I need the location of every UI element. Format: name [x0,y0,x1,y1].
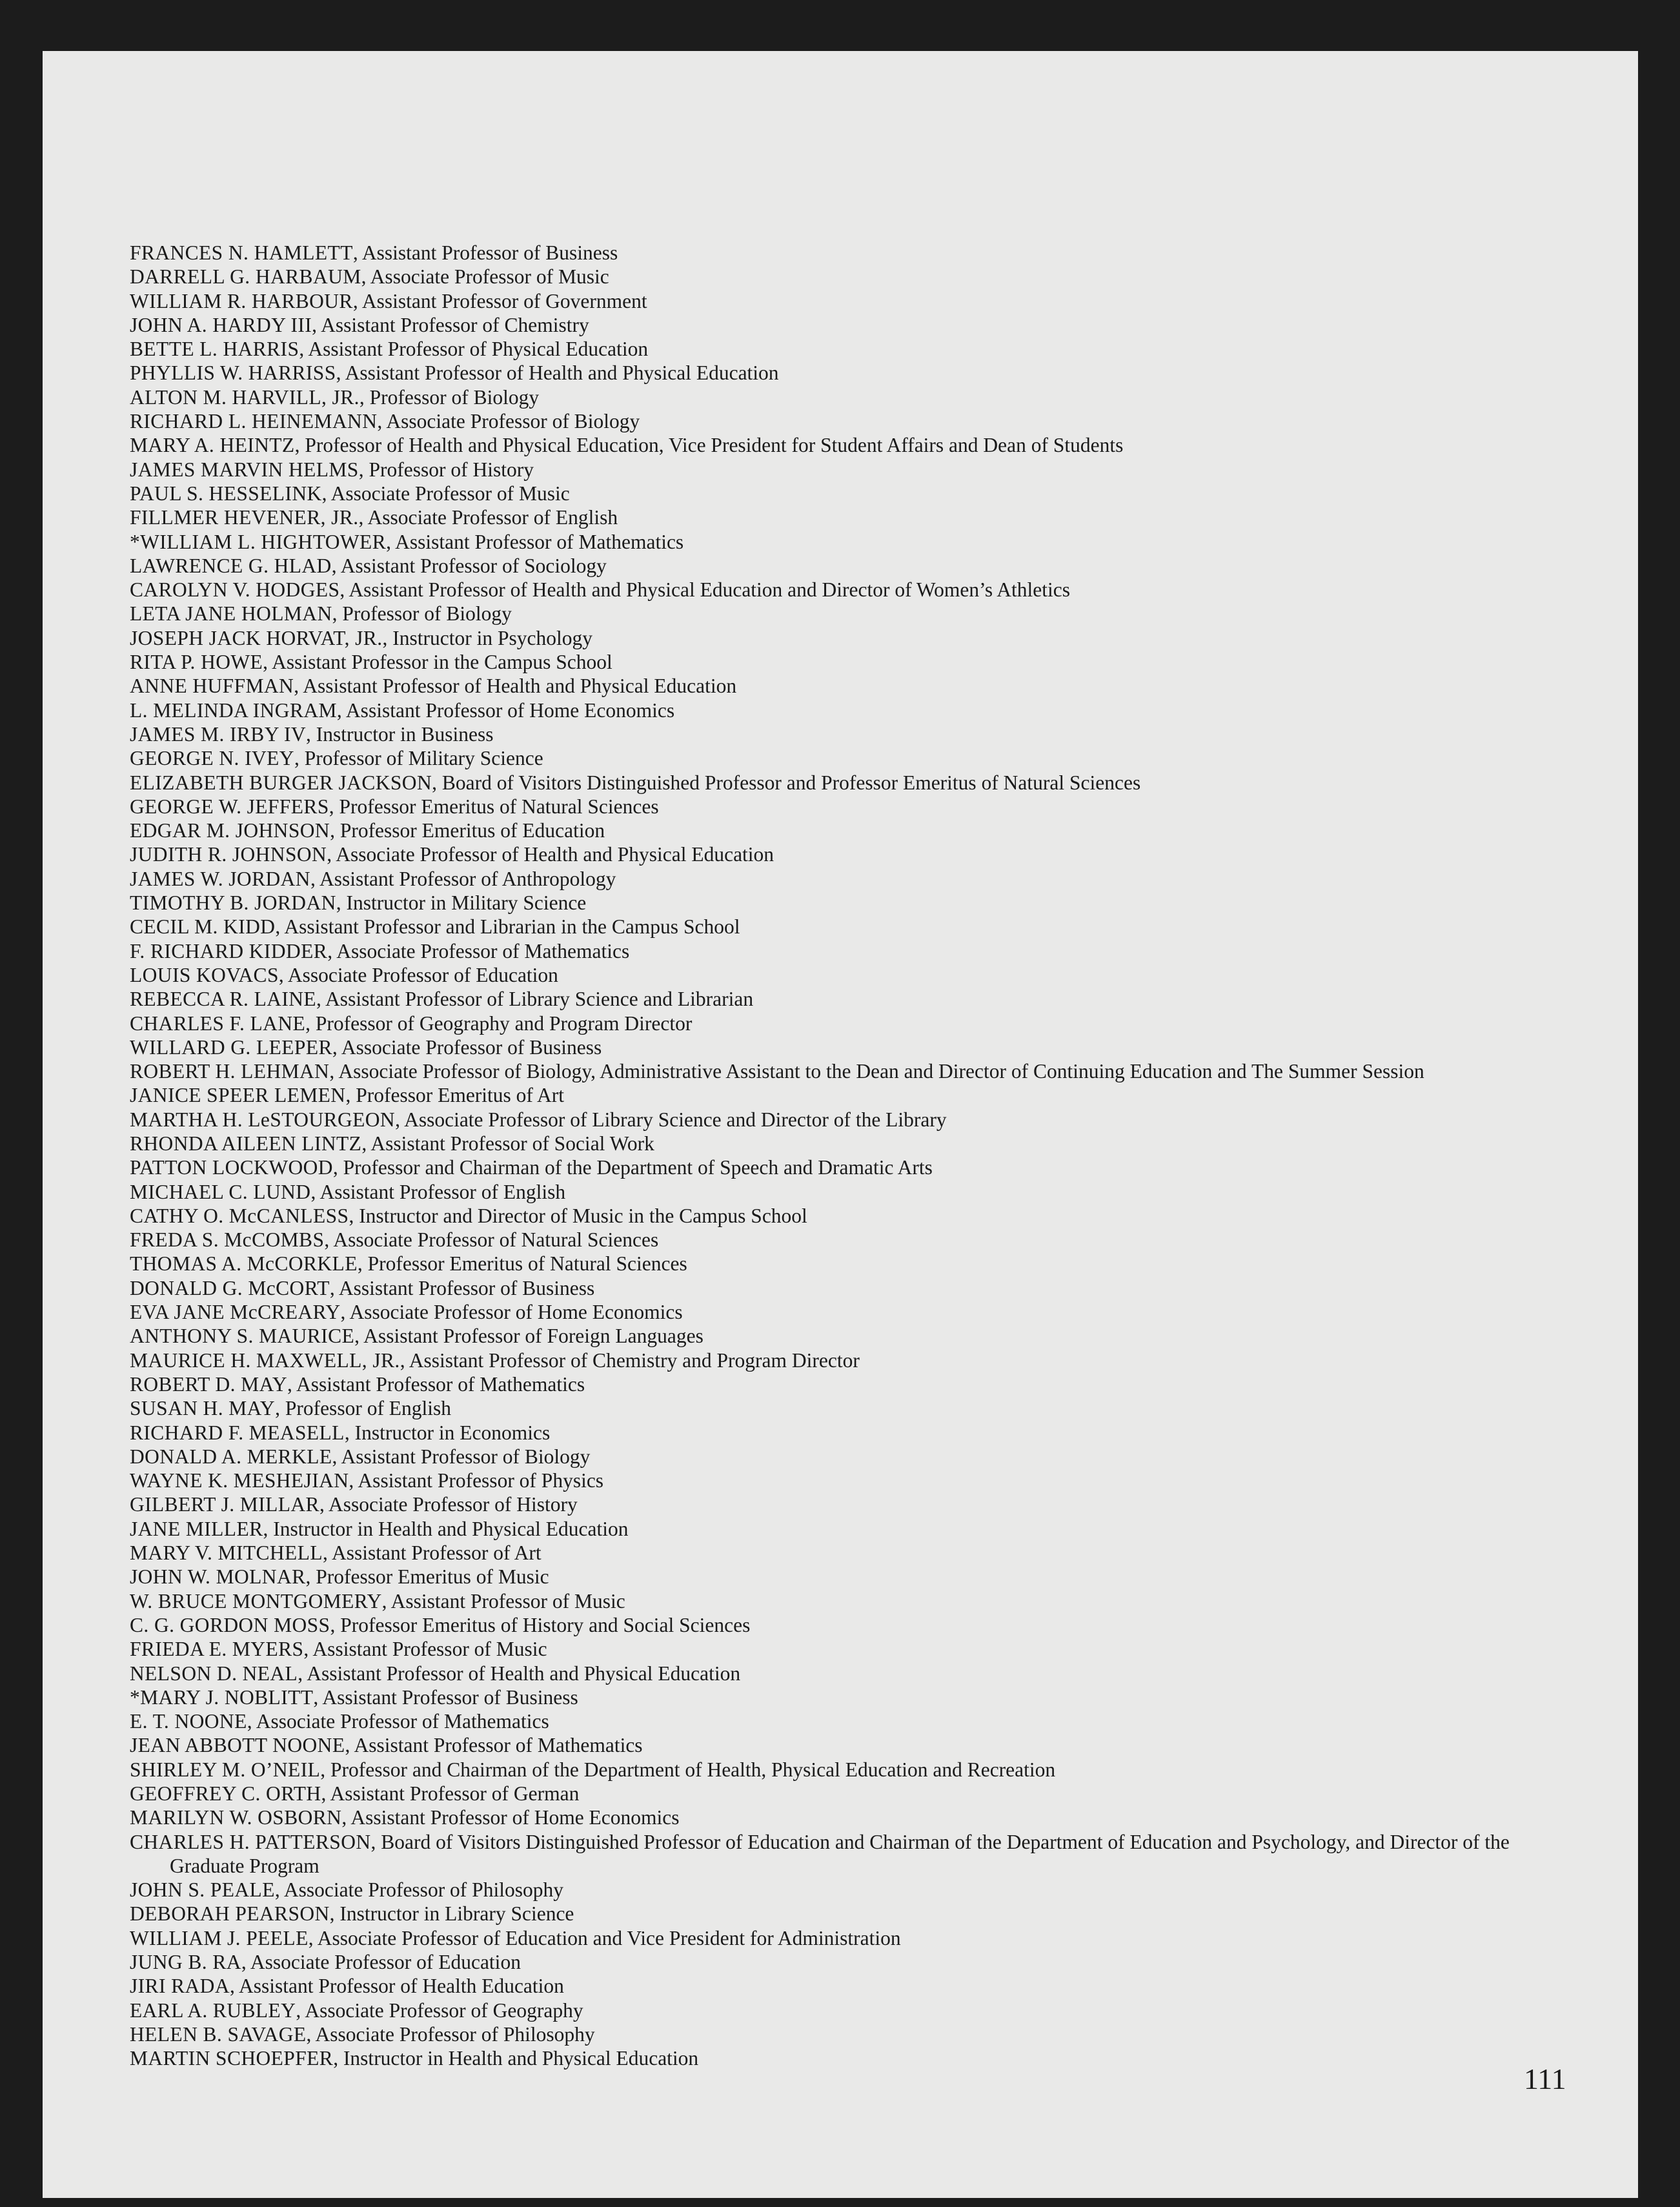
faculty-name: JOHN A. HARDY III [130,313,312,336]
faculty-entry [130,1613,1588,1637]
faculty-entry [130,578,1588,602]
faculty-name: MAURICE H. MAXWELL, JR. [130,1348,400,1372]
faculty-title: , Assistant Professor of Art [322,1541,541,1565]
faculty-name: GEOFFREY C. ORTH [130,1782,321,1805]
faculty-title: , Associate Professor of Geography [296,1999,583,2022]
faculty-entry [130,746,1588,770]
faculty-title: , Professor of Geography and Program Director [305,1012,693,1035]
faculty-name: RICHARD L. HEINEMANN [130,410,378,433]
faculty-title: , Instructor in Library Science [329,1902,574,1926]
faculty-title: , Associate Professor of Music [321,482,570,505]
faculty-entry [130,2022,1588,2046]
faculty-name: GILBERT J. MILLAR [130,1493,319,1516]
faculty-entry [130,795,1588,819]
faculty-name: RHONDA AILEEN LINTZ [130,1132,362,1155]
faculty-title: , Assistant Professor of German [321,1782,580,1805]
faculty-entry [130,1300,1588,1324]
faculty-name: RITA P. HOWE [130,651,263,674]
faculty-entry [130,505,1588,529]
faculty-name: CHARLES F. LANE [130,1012,306,1035]
faculty-title: , Assistant Professor of English [310,1180,566,1203]
faculty-entry [130,1132,1588,1155]
faculty-entry [130,1012,1588,1035]
faculty-title: , Assistant Professor of Physical Education [299,338,649,361]
faculty-title: , Associate Professor of History [319,1493,578,1516]
faculty-name: LETA JANE HOLMAN [130,602,332,625]
faculty-title: , Professor of Health and Physical Education, Vice President for Student Affairs and Dean of Students [294,434,1124,457]
faculty-entry [130,1589,1588,1613]
faculty-title: , Professor Emeritus of Education [330,819,605,842]
faculty-name: HELEN B. SAVAGE [130,2022,307,2046]
faculty-name: GEORGE W. JEFFERS [130,795,329,818]
faculty-title: , Assistant Professor of Mathematics [386,530,684,553]
faculty-entry [130,915,1588,939]
faculty-name: ANTHONY S. MAURICE [130,1325,355,1348]
faculty-title: , Assistant Professor of Home Economics [336,698,675,722]
faculty-entry [130,1324,1588,1348]
faculty-entry [130,433,1588,457]
faculty-list [130,241,1588,2071]
faculty-name: ELIZABETH BURGER JACKSON [130,771,432,794]
faculty-title: , Assistant Professor of Health Education [229,1975,564,1998]
faculty-entry [130,1445,1588,1469]
faculty-entry [130,1878,1588,1902]
faculty-name: FREDA S. McCOMBS [130,1228,325,1252]
faculty-title: , Associate Professor of Library Science and Director of the Library [395,1108,947,1131]
faculty-name: EVA JANE McCREARY [130,1301,341,1324]
faculty-entry [130,313,1588,337]
faculty-title: , Assistant Professor of Business [313,1685,578,1709]
faculty-entry [130,1492,1588,1516]
faculty-name: *MARY J. NOBLITT [130,1685,314,1709]
faculty-title: , Associate Professor of Home Economics [340,1301,683,1324]
faculty-entry [130,987,1588,1011]
faculty-name: *WILLIAM L. HIGHTOWER [130,530,387,553]
faculty-entry [130,1830,1588,1878]
faculty-name: EARL A. RUBLEY [130,1999,296,2022]
faculty-title: , Associate Professor of Mathematics [247,1710,549,1733]
faculty-name: THOMAS A. McCORKLE [130,1252,358,1276]
faculty-title: , Assistant Professor of Business [329,1276,595,1299]
faculty-title: , Instructor in Business [306,722,494,746]
faculty-title: , Assistant Professor of Music [381,1589,625,1612]
faculty-name: ALTON M. HARVILL, JR. [130,385,359,409]
faculty-name: WILLARD G. LEEPER [130,1035,332,1059]
faculty-name: LOUIS KOVACS [130,963,279,986]
faculty-entry [130,1252,1588,1276]
faculty-title: , Associate Professor of Education and Vice President for Administration [308,1926,901,1949]
faculty-name: RICHARD F. MEASELL [130,1421,345,1444]
faculty-entry [130,482,1588,505]
faculty-title: , Assistant Professor of Chemistry and Program Director [400,1348,860,1372]
faculty-entry [130,1902,1588,1926]
faculty-entry [130,1782,1588,1805]
faculty-title: , Associate Professor of English [358,506,618,529]
faculty-entry [130,1204,1588,1228]
faculty-title: , Professor Emeritus of Music [305,1565,549,1589]
faculty-name: E. T. NOONE [130,1710,247,1733]
faculty-title: , Assistant Professor of Home Economics [341,1806,680,1829]
faculty-entry [130,1974,1588,1998]
faculty-name: JOSEPH JACK HORVAT, JR. [130,626,383,649]
faculty-entry [130,554,1588,578]
faculty-name: PATTON LOCKWOOD [130,1156,333,1179]
faculty-title: , Associate Professor of Music [361,265,609,289]
faculty-name: CATHY O. McCANLESS [130,1204,349,1227]
faculty-title: , Professor Emeritus of Natural Sciences [329,795,659,818]
faculty-name: DARRELL G. HARBAUM [130,265,361,289]
faculty-entry [130,1083,1588,1107]
faculty-title: , Professor of History [358,458,534,481]
faculty-title: , Board of Visitors Distinguished Professor of Education and Chairman of the Department of Education and Psychology, and Director of the Graduate Program [170,1830,1510,1877]
faculty-title: , Associate Professor of Philosophy [274,1878,563,1902]
faculty-entry [130,1950,1588,1974]
faculty-entry [130,1372,1588,1396]
faculty-name: L. MELINDA INGRAM [130,698,337,722]
faculty-title: , Professor and Chairman of the Department of Health, Physical Education and Recreation [320,1758,1056,1781]
faculty-entry [130,1733,1588,1757]
faculty-entry [130,1541,1588,1565]
document-page [43,51,1638,2198]
faculty-entry [130,1469,1588,1492]
faculty-title: , Assistant Professor of Mathematics [287,1372,585,1396]
faculty-entry [130,867,1588,891]
faculty-title: , Professor of Biology [332,602,512,625]
faculty-title: , Associate Professor of Education [241,1951,521,1974]
faculty-title: , Professor Emeritus of Natural Sciences [357,1252,687,1276]
faculty-name: ROBERT D. MAY [130,1372,287,1396]
faculty-name: WILLIAM J. PEELE [130,1926,309,1949]
faculty-entry [130,289,1588,313]
faculty-entry [130,1276,1588,1300]
faculty-title: , Associate Professor of Philosophy [306,2022,595,2046]
faculty-name: CAROLYN V. HODGES [130,578,340,602]
faculty-entry [130,1035,1588,1059]
faculty-title: , Board of Visitors Distinguished Professor and Professor Emeritus of Natural Sciences [432,771,1141,794]
faculty-title: , Associate Professor of Biology, Administrative Assistant to the Dean and Director of Continuing Education and The Summer Session [329,1060,1424,1083]
faculty-title: , Associate Professor of Business [332,1035,602,1059]
faculty-name: EDGAR M. JOHNSON [130,819,330,842]
faculty-name: NELSON D. NEAL [130,1662,298,1685]
faculty-name: WAYNE K. MESHEJIAN [130,1469,349,1492]
faculty-title: , Instructor in Military Science [336,891,587,915]
faculty-entry [130,1637,1588,1661]
faculty-entry [130,1805,1588,1829]
faculty-title: , Associate Professor of Biology [377,410,640,433]
faculty-entry [130,819,1588,842]
faculty-name: ANNE HUFFMAN [130,675,294,698]
faculty-name: C. G. GORDON MOSS [130,1613,330,1636]
faculty-name: W. BRUCE MONTGOMERY [130,1589,382,1612]
faculty-entry [130,1565,1588,1589]
faculty-entry [130,1999,1588,2022]
faculty-entry [130,1228,1588,1252]
faculty-entry [130,1709,1588,1733]
faculty-name: LAWRENCE G. HLAD [130,554,332,577]
faculty-title: , Associate Professor of Health and Physical Education [327,843,774,866]
faculty-entry [130,1059,1588,1083]
faculty-name: MARY A. HEINTZ [130,434,295,457]
faculty-entry [130,842,1588,866]
faculty-name: SHIRLEY M. O’NEIL [130,1758,321,1781]
faculty-name: JOHN W. MOLNAR [130,1565,306,1589]
faculty-entry [130,722,1588,746]
faculty-entry [130,674,1588,698]
faculty-name: JIRI RADA [130,1975,230,1998]
faculty-entry [130,409,1588,433]
faculty-title: , Assistant Professor of Social Work [361,1132,654,1155]
faculty-name: WILLIAM R. HARBOUR [130,289,353,312]
faculty-entry [130,241,1588,265]
faculty-name: PHYLLIS W. HARRISS [130,361,336,385]
faculty-title: , Professor of Biology [359,385,540,409]
faculty-title: , Assistant Professor of Health and Physical Education [298,1662,741,1685]
faculty-name: FILLMER HEVENER, JR. [130,506,359,529]
faculty-name: FRANCES N. HAMLETT [130,241,353,264]
faculty-title: , Assistant Professor of Health and Physical Education and Director of Women’s Athletics [339,578,1070,602]
faculty-title: , Assistant Professor of Government [352,289,647,312]
faculty-title: , Assistant Professor of Foreign Languages [354,1325,703,1348]
faculty-title: , Professor Emeritus of Art [345,1084,565,1107]
faculty-entry [130,2046,1588,2070]
faculty-entry [130,891,1588,915]
faculty-entry [130,963,1588,987]
faculty-entry [130,1180,1588,1204]
faculty-name: F. RICHARD KIDDER [130,939,328,962]
faculty-title: , Assistant Professor of Library Science and Librarian [316,988,754,1011]
faculty-entry [130,1517,1588,1541]
faculty-entry [130,1685,1588,1709]
faculty-name: BETTE L. HARRIS [130,338,299,361]
faculty-entry [130,939,1588,963]
faculty-entry [130,771,1588,795]
faculty-title: , Instructor in Psychology [382,626,592,649]
faculty-title: , Assistant Professor of Health and Physical Education [294,675,737,698]
faculty-name: FRIEDA E. MYERS [130,1638,304,1661]
faculty-entry [130,1155,1588,1179]
faculty-title: , Assistant Professor of Physics [349,1469,604,1492]
faculty-name: GEORGE N. IVEY [130,747,294,770]
faculty-entry [130,1348,1588,1372]
faculty-entry [130,1396,1588,1420]
faculty-name: JAMES M. IRBY IV [130,722,307,746]
faculty-name: MARTHA H. LeSTOURGEON [130,1108,396,1131]
faculty-title: , Instructor in Health and Physical Education [333,2047,699,2070]
faculty-title: , Associate Professor of Education [278,963,558,986]
faculty-name: JAMES MARVIN HELMS [130,458,359,481]
faculty-name: MARILYN W. OSBORN [130,1806,342,1829]
faculty-name: JOHN S. PEALE [130,1878,275,1902]
faculty-title: , Assistant Professor of Biology [332,1445,591,1468]
faculty-title: , Assistant Professor of Sociology [331,554,607,577]
faculty-title: , Assistant Professor of Business [352,241,618,264]
faculty-title: , Assistant Professor in the Campus School [263,651,612,674]
faculty-name: JEAN ABBOTT NOONE [130,1734,345,1757]
faculty-entry [130,530,1588,554]
faculty-entry [130,626,1588,650]
faculty-name: CHARLES H. PATTERSON [130,1830,371,1853]
faculty-title: , Professor of English [275,1397,452,1420]
page-number: 111 [1524,2062,1566,2095]
faculty-entry [130,602,1588,625]
faculty-title: , Assistant Professor of Mathematics [345,1734,643,1757]
faculty-title: , Assistant Professor and Librarian in the Campus School [275,915,740,939]
faculty-name: REBECCA R. LAINE [130,988,317,1011]
faculty-entry [130,698,1588,722]
faculty-entry [130,361,1588,385]
faculty-title: , Associate Professor of Mathematics [327,939,630,962]
faculty-title: , Professor of Military Science [294,747,543,770]
faculty-name: JUNG B. RA [130,1951,241,1974]
faculty-title: , Professor Emeritus of History and Social Sciences [330,1613,751,1636]
faculty-name: SUSAN H. MAY [130,1397,276,1420]
faculty-title: , Assistant Professor of Music [303,1638,547,1661]
faculty-name: ROBERT H. LEHMAN [130,1060,330,1083]
faculty-name: JANICE SPEER LEMEN [130,1084,346,1107]
faculty-title: , Assistant Professor of Anthropology [310,867,616,890]
faculty-entry [130,1758,1588,1782]
faculty-entry [130,265,1588,289]
faculty-entry [130,1662,1588,1685]
faculty-name: CECIL M. KIDD [130,915,276,939]
faculty-name: TIMOTHY B. JORDAN [130,891,336,915]
faculty-entry [130,458,1588,482]
faculty-name: MICHAEL C. LUND [130,1180,311,1203]
faculty-title: , Instructor and Director of Music in the Campus School [349,1204,807,1227]
faculty-name: PAUL S. HESSELINK [130,482,322,505]
faculty-entry [130,385,1588,409]
faculty-entry [130,1926,1588,1950]
faculty-title: , Instructor in Health and Physical Education [263,1517,629,1540]
faculty-title: , Assistant Professor of Chemistry [312,313,589,336]
faculty-title: , Associate Professor of Natural Sciences [324,1228,659,1252]
faculty-title: , Instructor in Economics [344,1421,551,1444]
faculty-name: JUDITH R. JOHNSON [130,843,327,866]
faculty-entry [130,1108,1588,1132]
faculty-title: , Professor and Chairman of the Department of Speech and Dramatic Arts [332,1156,933,1179]
faculty-name: DONALD A. MERKLE [130,1445,332,1468]
faculty-entry [130,650,1588,674]
faculty-name: DONALD G. McCORT [130,1276,330,1299]
faculty-entry [130,1421,1588,1445]
faculty-name: JAMES W. JORDAN [130,867,310,890]
faculty-name: MARTIN SCHOEPFER [130,2047,334,2070]
faculty-title: , Assistant Professor of Health and Physical Education [336,361,779,385]
faculty-name: JANE MILLER [130,1517,263,1540]
faculty-entry [130,337,1588,361]
faculty-name: MARY V. MITCHELL [130,1541,323,1565]
faculty-name: DEBORAH PEARSON [130,1902,330,1926]
